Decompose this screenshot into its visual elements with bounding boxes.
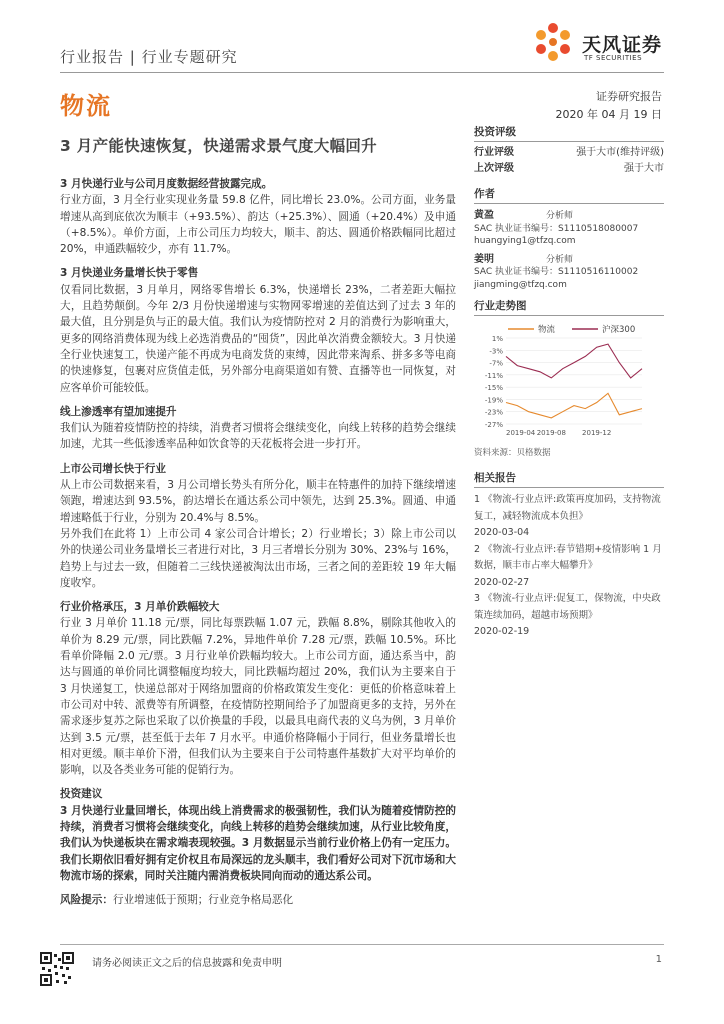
related-title[interactable]: 2 《物流-行业点评:春节错期+疫情影响 1 月数据，顺丰市占率大幅攀升》: [474, 543, 662, 571]
y-tick-label: -11%: [484, 371, 503, 380]
legend-label-hs300: 沪深300: [602, 325, 636, 335]
qr-code-icon: [40, 952, 74, 986]
section-heading: 线上渗透率有望加速提升: [60, 405, 177, 418]
section-paragraph: 从上市公司数据来看，3 月公司增长势头有所分化，顺丰在特惠件的加持下继续增速领跑，增速达到 93.5%，韵达增长在通达系公司中领先，达到 25.3%。圆通、申通增速略低于行业，分别为 20.4%与 8.5%。: [60, 479, 456, 524]
related-heading: 相关报告: [474, 470, 664, 488]
rating-panel: [474, 124, 664, 177]
section-paragraph: 仅看同比数据，3 月单月，网络零售增长 6.3%，快递增长 23%，二者差距大幅拉大，且趋势颠倒。今年 2/3 月份快递增速与实物网零增速的差值达到了过去 3 年的最大值，且分别是负与正的最大值。我们认为疫情防控对 2 月的消费行为影响重大，更多的网络消费体现为线上必选消费品的“囤货”，因此单次消费金额较大。3 月快递全行业快速复工，快递产能不再成为电商发货的束缚，因此带来淘系、拼多多等电商的快速修复，包裹对应货值走低，另外部分电商渠道如有赞、直播等也一同恢复，对应客单价可能较低。: [60, 283, 456, 394]
legend-label-wulu: 物流: [538, 325, 556, 335]
author-name: 黄盈: [474, 210, 494, 221]
logo-icon: [528, 18, 578, 68]
report-date: 2020 年 04 月 19 日: [555, 108, 662, 121]
author-sac: SAC 执业证书编号：S1110518080007: [474, 223, 639, 234]
related-title[interactable]: 1 《物流-行业点评:政策再度加码，支持物流复工，减轻物流成本负担》: [474, 494, 661, 522]
section-heading: 3 月快递业务量增长快于零售: [60, 267, 199, 280]
main-body: [60, 176, 456, 908]
series-line-wulu: [506, 393, 642, 418]
report-type: 证券研究报告: [596, 90, 662, 103]
author-entry: [474, 254, 664, 292]
x-tick-label: 2019-04: [506, 429, 536, 437]
related-panel: [474, 470, 664, 641]
y-tick-label: -27%: [484, 421, 503, 429]
author-email[interactable]: huangying1@tfzq.com: [474, 236, 576, 246]
related-title[interactable]: 3 《物流-行业点评:促复工，保物流，中央政策连续加码，超越市场预期》: [474, 593, 661, 621]
risk-note: [60, 892, 456, 908]
section-heading: 上市公司增长快于行业: [60, 462, 166, 475]
risk-text: 行业增速低于预期；行业竞争格局恶化: [112, 894, 294, 907]
sector-title: 物流: [60, 92, 112, 120]
header-divider: [60, 72, 664, 73]
related-date: 2020-03-04: [474, 527, 530, 538]
author-sac: SAC 执业证书编号：S1110516110002: [474, 267, 639, 277]
report-category: 行业报告 | 行业专题研究: [60, 48, 238, 66]
trend-heading: 行业走势图: [474, 298, 664, 316]
x-tick-label: 2019-12: [582, 429, 612, 437]
logo-name: 天风证券: [582, 34, 663, 56]
related-item[interactable]: [474, 492, 664, 542]
authors-heading: 作者: [474, 186, 664, 204]
y-tick-label: 1%: [491, 335, 503, 343]
related-date: 2020-02-27: [474, 576, 530, 588]
related-item[interactable]: [474, 542, 664, 592]
series-line-hs300: [506, 344, 642, 378]
author-email[interactable]: jiangming@tfzq.com: [474, 279, 567, 290]
footer-divider: [60, 944, 664, 945]
x-tick-label: 2019-08: [536, 429, 566, 437]
y-tick-label: -19%: [484, 396, 503, 405]
section-heading: 投资建议: [60, 788, 103, 801]
section-paragraph: 行业方面，3 月全行业实现业务量 59.8 亿件，同比增长 23.0%。公司方面，业务量增速从高到底依次为顺丰（+93.5%）、韵达（+25.3%）、圆通（+20.4%）及申通（+8.5%）。单价方面，上市公司压力均较大，顺丰、韵达、圆通价格跌幅同比超过 20%，申通跌幅较少，亦有 11.7%。: [60, 194, 456, 256]
section-paragraph: 另外我们在此将 1）上市公司 4 家公司合计增长；2）行业增长；3）除上市公司以外的快递公司业务量增长三者进行对比，3 月三者增长分别为 30%、23%与 16%，趋势上与过去一致，但随着二三线快递被淘汰出市场，三者之间的差距较 19 年大幅度收窄。: [60, 527, 456, 589]
author-entry: [474, 210, 664, 248]
related-item[interactable]: [474, 591, 664, 641]
trend-chart: [474, 318, 664, 442]
author-name: 姜明: [474, 253, 494, 265]
author-role: 分析师: [546, 211, 574, 221]
risk-label: 风险提示：: [60, 894, 113, 907]
y-tick-label: -23%: [484, 408, 503, 417]
report-title: 3 月产能快速恢复，快递需求景气度大幅回升: [60, 137, 377, 155]
author-role: 分析师: [546, 254, 574, 265]
y-tick-label: -3%: [489, 347, 503, 356]
section-paragraph: 行业 3 月单价 11.18 元/票，同比每票跌幅 1.07 元，跌幅 8.8%，剔除其他收入的单价为 8.29 元/票，同比跌幅 7.2%，异地件单价 7.28 元/票，跌幅 10.5%。环比看单价降幅 2.0 元/票。3 月行业单价跌幅均较大。上市公司方面，通达系当中，韵达与圆通的单价同比调整幅度均较大，同比跌幅均超过 20%，我们认为主要来自于 3 月快递复工，快递总部对于网络加盟商的价格政策发生变化：更低的价格意味着上市公司对中转、派费等有所调整，在疫情防控期间给予了加盟商更多的支持，另外在需求逐步复苏之际也采取了以价换量的手段，以最具电商代表的义乌为例，3 月单价达到 3.5 元/票，甚至低于去年 7 月水平。申通价格降幅小于同行，但业务量增长也相对更缓。顺丰单价下滑，但我们认为主要来自于公司特惠件基数扩大对平均单价的影响，以及各类业务可能的促销行为。: [60, 617, 456, 777]
chart-source: 资料来源：贝格数据: [474, 448, 551, 458]
section-paragraph: 3 月快递行业量回增长，体现出线上消费需求的极强韧性，我们认为随着疫情防控的持续，消费者习惯将会继续变化，向线上转移的趋势会继续加速，从行业比较角度，我们认为快递板块在需求端表现较强。3 月数据显示当前行业价格上仍有一定压力。我们长期依旧看好拥有定价权且布局深远的龙头顺丰，我们看好公司对下沉市场和大物流市场的探索，同时关注随内需消费板块同向而动的通达系公司。: [60, 804, 456, 882]
rating-row: 上次评级 强于大市: [474, 163, 664, 174]
section-heading: 行业价格承压，3 月单价跌幅较大: [60, 601, 220, 614]
logo-english: TF SECURITIES: [584, 54, 643, 62]
y-tick-label: -7%: [489, 359, 503, 368]
authors-panel: [474, 186, 664, 291]
y-tick-label: -15%: [484, 384, 503, 393]
rating-row: 行业评级 强于大市(维持评级): [474, 147, 664, 158]
section-heading: 3 月快递行业与公司月度数据经营披露完成。: [60, 178, 273, 190]
footer-disclaimer: 请务必阅读正文之后的信息披露和免责申明: [92, 958, 282, 969]
section-paragraph: 我们认为随着疫情防控的持续，消费者习惯将会继续变化，向线上转移的趋势会继续加速，尤其一些低渗透率品种如饮食等的天花板将会进一步打开。: [60, 422, 456, 451]
related-date: 2020-02-19: [474, 626, 530, 637]
page-number: 1: [655, 954, 662, 965]
rating-heading: 投资评级: [474, 124, 664, 142]
trend-panel: [474, 298, 664, 316]
